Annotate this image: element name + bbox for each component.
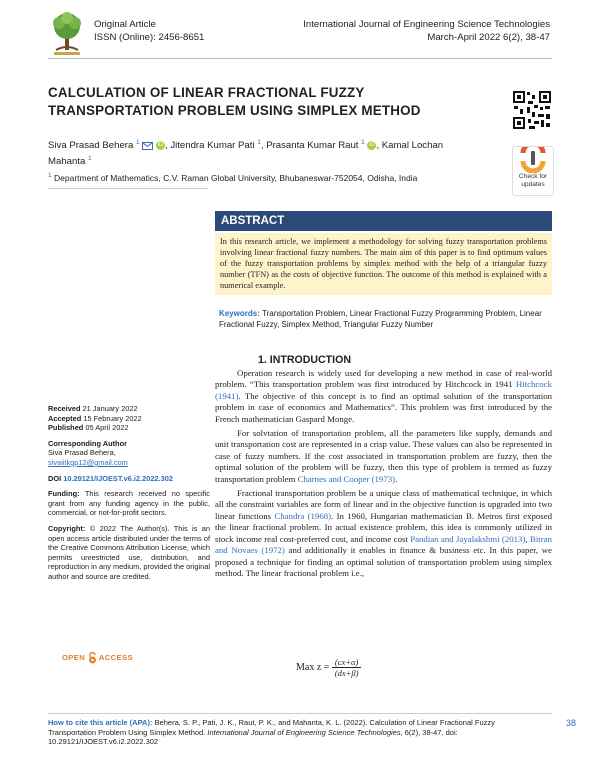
- citation-link[interactable]: Chandra (1968): [274, 510, 332, 521]
- citation-link[interactable]: Pandian and Jayalakshmi (2013): [410, 533, 526, 544]
- affiliation-ref: 1: [257, 139, 261, 146]
- footer-divider: [48, 713, 552, 714]
- formula-lhs: Max z =: [296, 661, 330, 673]
- header-divider: [48, 58, 552, 59]
- issn: ISSN (Online): 2456-8651: [94, 32, 205, 43]
- header-left: [94, 18, 204, 44]
- doi-label: DOI: [48, 473, 62, 483]
- doi-link[interactable]: 10.29121/IJOEST.v6.i2.2022.302: [63, 473, 173, 483]
- journal-logo-icon: [48, 10, 86, 56]
- formula-denominator: (dx+β): [334, 668, 359, 678]
- introduction-body: [215, 368, 552, 579]
- paper-title: CALCULATION OF LINEAR FRACTIONAL FUZZY TRANSPORTATION PROBLEM USING SIMPLEX METHOD: [48, 85, 421, 118]
- envelope-icon[interactable]: [142, 142, 153, 150]
- published-date: 05 April 2022: [85, 423, 129, 433]
- article-type: Original Article: [94, 19, 156, 30]
- affiliation-text: Department of Mathematics, C.V. Raman Global University, Bhubaneswar-752054, Odisha, India: [54, 172, 418, 183]
- author-name: Jitendra Kumar Pati: [170, 140, 255, 152]
- affiliation-number: 1: [48, 172, 52, 179]
- corresponding-author-name: Siva Prasad Behera,: [48, 448, 116, 458]
- formula-numerator: (cx+α): [332, 657, 361, 668]
- author-name: Prasanta Kumar Raut: [266, 140, 359, 152]
- page-number: 38: [566, 718, 577, 728]
- accepted-date: 15 February 2022: [83, 413, 142, 423]
- keywords-text: Transportation Problem, Linear Fractional Fuzzy Programming Problem, Linear Fractional Fuzzy, Simplex Method, Triangular Fuzzy Number: [219, 309, 542, 329]
- citation-link[interactable]: Hitchcock (1941): [215, 379, 552, 401]
- corresponding-author-label: Corresponding Author: [48, 438, 127, 448]
- journal-name: International Journal of Engineering Science Technologies: [303, 19, 550, 30]
- section-heading: 1. INTRODUCTION: [258, 354, 351, 366]
- header-right: [303, 18, 550, 44]
- paragraph: Operation research is widely used for developing a new method in case of real-world problem. “This transportation problem was first introduced by Hitchcock in 1941 Hitchcock (1941). The objective of this concept is to find an optimal solution of the transportation problem in case of economics and Mathematics”. This problem was first introduced by the French mathematician Gaspard Monge.: [215, 368, 552, 424]
- cite-text: Behera, S. P., Pati, J. K., Raut, P. K., and Mahanta, K. L. (2022). Calculation of Linear Fractional Fuzzy Transportation Problem Using Simplex Method.: [48, 718, 495, 737]
- qr-code-icon[interactable]: [512, 85, 552, 135]
- citation-link[interactable]: Bitran and Novaes (1972): [215, 533, 552, 556]
- cite-doi: 6(2), 38-47. doi: 10.29121/IJOEST.v6.i2.2022.302: [48, 727, 458, 747]
- cite-label: How to cite this article (APA):: [48, 718, 153, 727]
- check-for-updates-badge[interactable]: [512, 146, 554, 196]
- orcid-icon[interactable]: iD: [369, 142, 375, 149]
- abstract-body: In this research article, we implement a methodology for solving fuzzy transportation problems involving linear fractional fuzzy numbers. The main aim of this paper is to find optimum values of the fuzzy transportation problems by simplex method with the help of a triangular fuzzy number (TFN) as the costs of objective function. The outcome of this method is explained with a numerical example.: [215, 233, 552, 295]
- keywords: [219, 308, 549, 330]
- author-list: Siva Prasad Behera $^1$ iD , Jitendra Kumar Pati $^1$, Prasanta Kumar Raut $^1$ iD , Kamal Lochan Mahanta $^1$: [48, 139, 444, 168]
- affiliation-divider: [48, 188, 208, 189]
- formula-fraction: [332, 657, 361, 678]
- cite-journal: International Journal of Engineering Science Technologies,: [207, 727, 403, 737]
- copyright-label: Copyright:: [48, 523, 86, 533]
- issue-info: March-April 2022 6(2), 38-47: [427, 32, 550, 43]
- published-label: Published: [48, 423, 84, 433]
- author-name: Siva Prasad Behera: [48, 140, 134, 152]
- received-label: Received: [48, 404, 81, 413]
- affiliation-ref: 1: [361, 139, 365, 146]
- open-access-badge: [62, 652, 133, 664]
- affiliation-ref: 1: [88, 155, 92, 163]
- abstract-heading: ABSTRACT: [215, 211, 552, 231]
- article-info-sidebar: [48, 404, 210, 588]
- paragraph: For solvtation of transportation problem, all the parameters like supply, demands and unit transportation cost are represented in a crisp value. These values can also be represented in case of fuzzy numbers. If the cost associated in transportation problem are fuzzy, then the optimal solution of the problem will be fuzzy, then this type of problem is termed as fuzzy transportation problem Charnes and Cooper (1973).: [215, 428, 552, 484]
- affiliation: [48, 172, 417, 183]
- check-updates-label: Check for updates: [518, 173, 548, 188]
- open-lock-icon: [88, 652, 97, 664]
- corresponding-author-email[interactable]: sivaiitkgp12@gmail.com: [48, 457, 128, 467]
- funding-label: Funding:: [48, 489, 80, 499]
- affiliation-ref: 1: [136, 139, 140, 146]
- citation-link[interactable]: Charnes and Cooper (1973): [297, 473, 396, 484]
- received-date: 21 January 2022: [82, 404, 138, 413]
- open-access-right: ACCESS: [98, 653, 133, 662]
- open-access-left: OPEN: [62, 653, 86, 662]
- objective-formula: [296, 657, 361, 678]
- paragraph: Fractional transportation problem be a unique class of mathematical technique, in which all the constraint variables are form of linear and in the objective function is upgraded into two linear functions Chandra (1968). In 1960, Hungarian mathematician B. Metros first exposed the linear fractional problem. In actual existence problem, this idea is commonly utilized in stock income real cost-preferred cost, and income cost Pandian and Jayalakshmi (2013), Bitran and Novaes (1972) and additionally it enables in finance & business etc. In this paper, we proposed a technique for finding an optimal solution of transportation problem using simplex method. The linear fractional problem i.e.,: [215, 488, 553, 578]
- funding-text: This research received no specific grant from any funding agency in the public, commercial, or not-for-profit sectors.: [48, 489, 211, 518]
- keywords-label: Keywords:: [219, 309, 260, 318]
- author-name: Kamal Lochan Mahanta: [48, 140, 444, 168]
- accepted-label: Accepted: [48, 413, 82, 423]
- copyright-text: © 2022 The Author(s). This is an open access article distributed under the terms of the Creative Commons Attribution License, which permits unrestricted use, distribution, and reproduction in any medium, provided the original author and source are credited.: [48, 523, 210, 581]
- orcid-icon[interactable]: iD: [157, 142, 164, 149]
- check-updates-icon: [513, 147, 553, 173]
- citation-footer: [48, 718, 518, 747]
